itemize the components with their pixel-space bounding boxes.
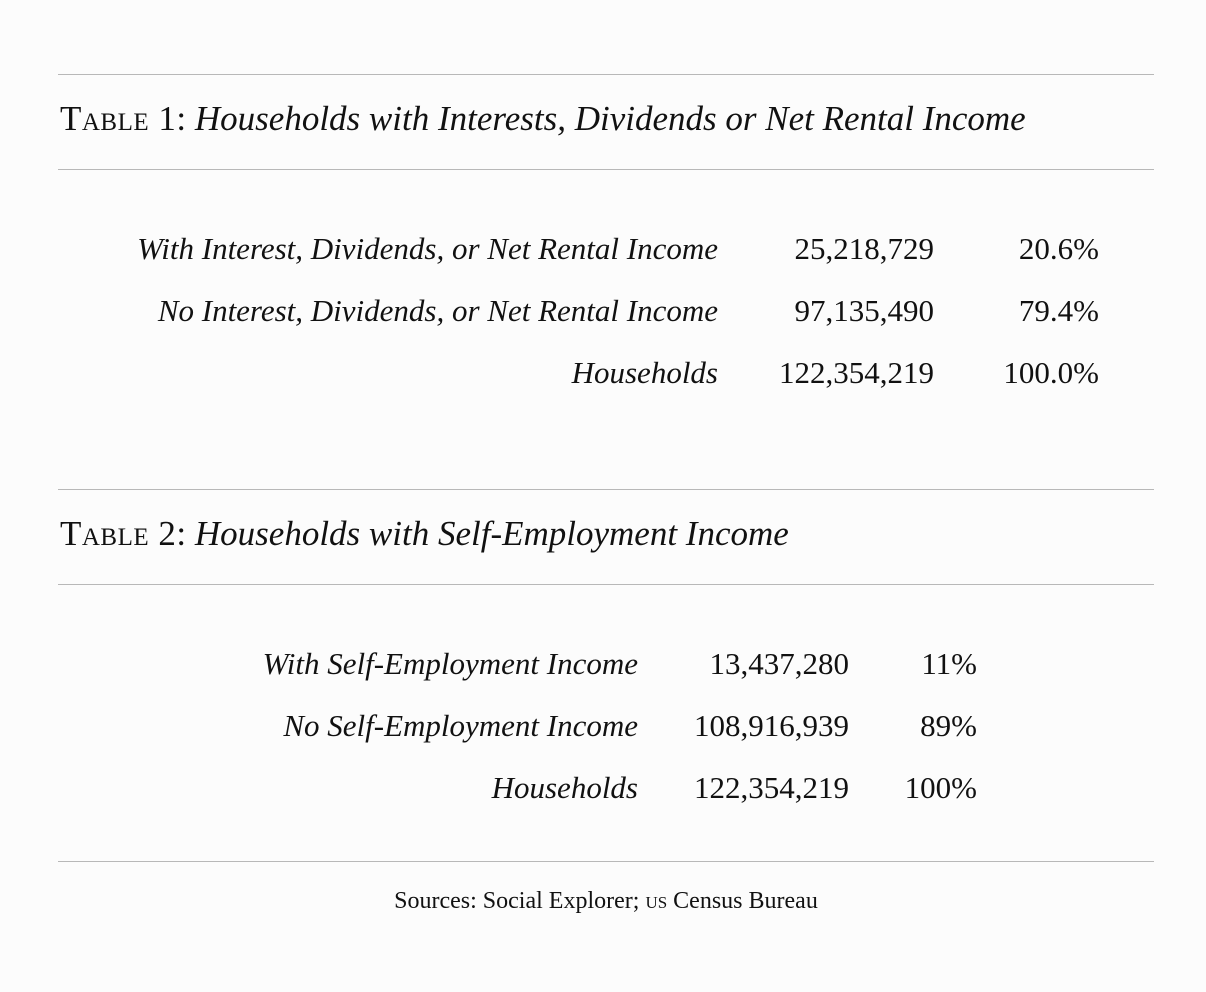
row-label: No Self-Employment Income <box>283 708 638 743</box>
table-row <box>0 291 1206 331</box>
table2-caption <box>60 514 789 554</box>
row-label: With Self-Employment Income <box>262 646 638 681</box>
table1-title: Households with Interests, Dividends or Net Rental Income <box>194 99 1026 138</box>
row-percent: 100.0% <box>1003 355 1099 390</box>
table-row <box>0 229 1206 269</box>
row-label: No Interest, Dividends, or Net Rental Income <box>157 293 718 328</box>
row-percent: 79.4% <box>1018 293 1099 328</box>
source-note <box>0 884 1206 918</box>
row-label: With Interest, Dividends, or Net Rental Income <box>137 231 718 266</box>
row-label: Households <box>571 355 718 390</box>
table2-title: Households with Self-Employment Income <box>194 514 789 553</box>
table1-label: Table 1 <box>60 99 177 138</box>
table-row <box>0 353 1206 393</box>
row-percent: 11% <box>921 646 977 681</box>
table2-caption-separator: : <box>176 514 195 553</box>
table1-caption <box>60 99 1026 139</box>
row-count: 97,135,490 <box>794 293 934 328</box>
row-count: 108,916,939 <box>694 708 849 743</box>
row-label: Households <box>491 770 638 805</box>
source-agency-name: Census Bureau <box>673 888 818 914</box>
row-count: 122,354,219 <box>694 770 849 805</box>
row-count: 122,354,219 <box>779 355 934 390</box>
source-agency-abbr: us <box>645 888 668 914</box>
table2-label: Table 2 <box>60 514 177 553</box>
table-row <box>0 644 1206 684</box>
table2-caption-rule <box>58 584 1154 585</box>
source-rule <box>58 861 1154 862</box>
table-row <box>0 706 1206 746</box>
table1-top-rule <box>58 74 1154 75</box>
row-percent: 89% <box>920 708 977 743</box>
row-percent: 100% <box>904 770 977 805</box>
table1-caption-rule <box>58 169 1154 170</box>
row-count: 13,437,280 <box>709 646 849 681</box>
row-count: 25,218,729 <box>794 231 934 266</box>
row-percent: 20.6% <box>1018 231 1099 266</box>
table1-caption-separator: : <box>176 99 195 138</box>
source-prefix: Sources: Social Explorer; <box>394 888 640 914</box>
table-row <box>0 768 1206 808</box>
table2-top-rule <box>58 489 1154 490</box>
